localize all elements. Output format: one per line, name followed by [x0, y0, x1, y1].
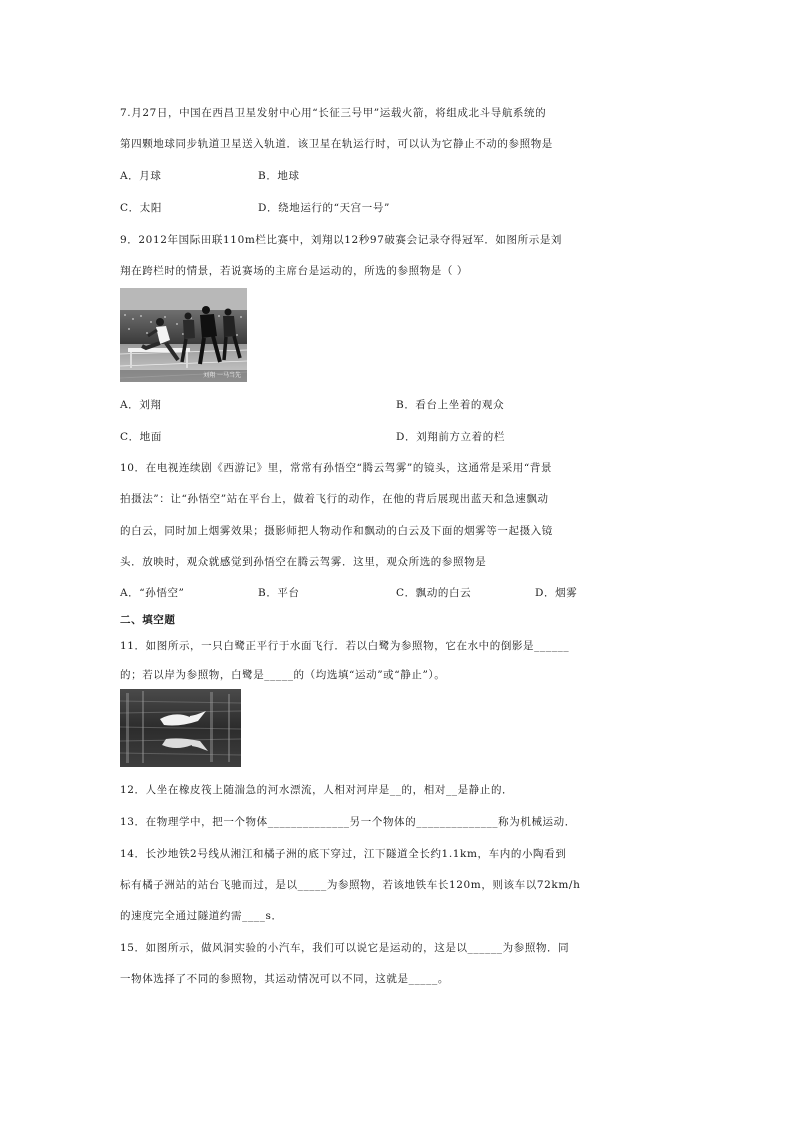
q9-option-a: A．刘翔 [120, 399, 162, 411]
q14-line-2: 标有橘子洲站的站台飞驰而过，是以_____为参照物，若该地铁车长120m，则该车以72km/h [120, 879, 581, 891]
q10-line-2: 拍摄法”：让“孙悟空”站在平台上，做着飞行的动作，在他的背后展现出蓝天和急速飘动 [120, 493, 549, 505]
q10-line-3: 的白云，同时加上烟雾效果；摄影师把人物动作和飘动的白云及下面的烟雾等一起摄入镜 [120, 525, 553, 537]
photo-caption: 刘翔 一马当先 [203, 372, 241, 379]
q9-option-d: D．刘翔前方立着的栏 [396, 431, 505, 443]
q10-line-4: 头．放映时，观众就感觉到孙悟空在腾云驾雾．这里，观众所选的参照物是 [120, 556, 487, 568]
q12-line-1: 12．人坐在橡皮筏上随湍急的河水漂流，人相对河岸是__的，相对__是静止的． [120, 784, 514, 796]
q11-line-1: 11．如图所示，一只白鹭正平行于水面飞行．若以白鹭为参照物，它在水中的倒影是______ [120, 640, 570, 652]
hurdle-race-photo [120, 288, 247, 382]
q7-option-d: D．绕地运行的“天宫一号” [258, 202, 390, 214]
q7-line-2: 第四颗地球同步轨道卫星送入轨道．该卫星在轨运行时，可以认为它静止不动的参照物是 [120, 138, 553, 150]
q9-option-c: C．地面 [120, 431, 162, 443]
q14-line-3: 的速度完全通过隧道约需____s． [120, 910, 283, 922]
q9-line-1: 9．2012年国际田联110m栏比赛中，刘翔以12秒97破赛会记录夺得冠军．如图所示是刘 [120, 234, 563, 246]
q9-line-2: 翔在跨栏时的情景，若说赛场的主席台是运动的，所选的参照物是（ ） [120, 265, 469, 277]
q7-line-1: 7.月27日，中国在西昌卫星发射中心用“长征三号甲”运载火箭，将组成北斗导航系统的 [120, 107, 547, 119]
q7-option-c: C．太阳 [120, 202, 162, 214]
q10-option-c: C．飘动的白云 [396, 587, 472, 599]
q10-line-1: 10．在电视连续剧《西游记》里，常常有孙悟空“腾云驾雾”的镜头，这通常是采用“背景 [120, 462, 553, 474]
q10-option-b: B．平台 [258, 587, 300, 599]
section-title-fill-in: 二、填空题 [120, 614, 176, 626]
q10-option-d: D．烟雾 [535, 587, 578, 599]
q15-line-2: 一物体选择了不同的参照物，其运动情况可以不同，这就是_____。 [120, 973, 449, 985]
q7-option-a: A．月球 [120, 170, 162, 182]
egret-photo [120, 689, 241, 767]
q15-line-1: 15．如图所示，做风洞实验的小汽车，我们可以说它是运动的，这是以______为参照物．同 [120, 942, 570, 954]
q14-line-1: 14．长沙地铁2号线从湘江和橘子洲的底下穿过，江下隧道全长约1.1km，车内的小陶看到 [120, 848, 567, 860]
q9-option-b: B．看台上坐着的观众 [396, 399, 505, 411]
q10-option-a: A．“孙悟空” [120, 587, 185, 599]
q11-line-2: 的；若以岸为参照物，白鹭是_____的（均选填“运动”或“静止”）。 [120, 669, 446, 681]
q7-option-b: B．地球 [258, 170, 300, 182]
q13-line-1: 13．在物理学中，把一个物体______________另一个物体的______________称为机械运动． [120, 816, 576, 828]
